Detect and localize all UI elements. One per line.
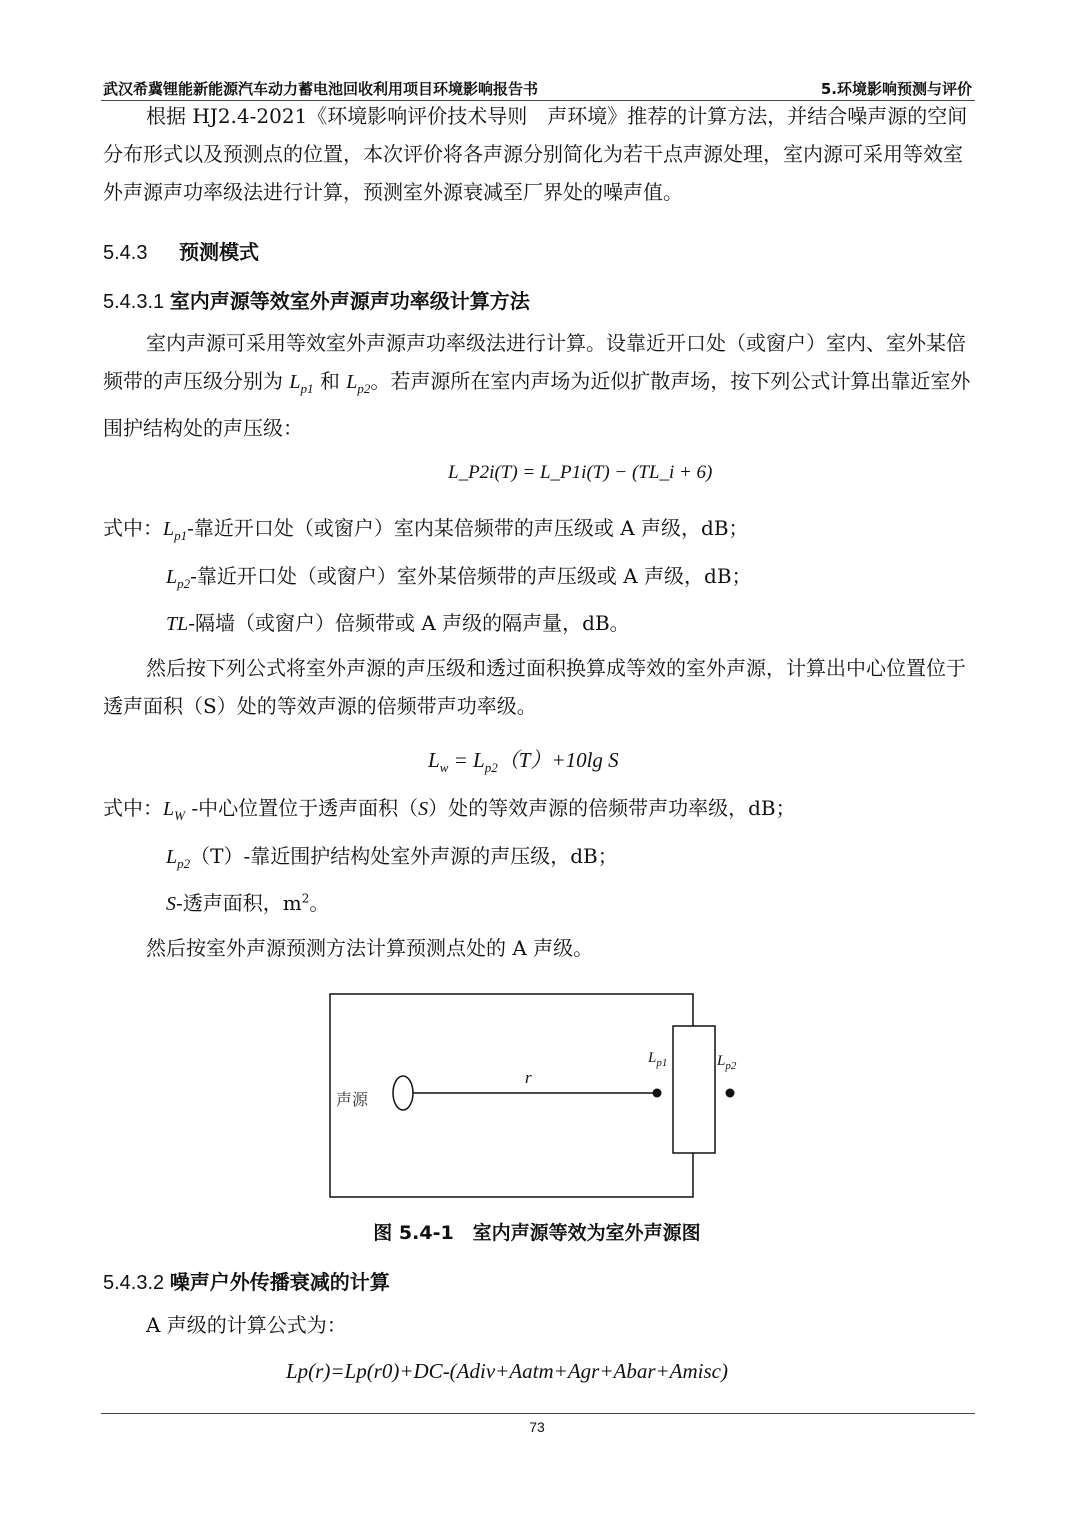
where-prefix: 式中：: [103, 796, 163, 820]
lp2-label: [717, 1053, 736, 1072]
sound-source-ellipse: [393, 1076, 413, 1110]
definition: -隔墙（或窗户）倍频带或 A 声级的隔声量，dB。: [188, 611, 630, 635]
definition: （T）-靠近围护结构处室外声源的声压级，dB；: [190, 844, 618, 868]
lp2-symbol: L: [717, 1053, 726, 1069]
equation-1-text: L_P2i(T) = L_P1i(T) − (TL_i + 6): [448, 462, 713, 483]
symbol-sub: p2: [177, 856, 191, 871]
symbol-s: S: [418, 798, 429, 820]
symbol: L: [163, 518, 175, 540]
figure-caption: 图 5.4-1 室内声源等效为室外声源图: [373, 1222, 701, 1244]
eq2-rhs: L: [473, 748, 485, 772]
distance-label: r: [525, 1068, 532, 1087]
indoor-text-2: 和: [313, 369, 347, 393]
intro-paragraph: 根据 HJ2.4-2021《环境影响评价技术导则 声环境》推荐的计算方法，并结合噪声源的空间分布形式以及预测点的位置，本次评价将各声源分别简化为若干点声源处理，室内源可采用等效室外声源声功率级法进行计算，预测室外源衰减至厂界处的噪声值。: [103, 104, 968, 204]
a-level-paragraph: A 声级的计算公式为：: [146, 1313, 347, 1337]
then-paragraph: 然后按下列公式将室外声源的声压级和透过面积换算成等效的室外声源，计算出中心位置位于透声面积（S）处的等效声源的倍频带声功率级。: [103, 656, 966, 718]
definition: -靠近开口处（或窗户）室内某倍频带的声压级或 A 声级，dB；: [187, 516, 749, 540]
indoor-text-3: 。若声源所在室内声场为近似扩散声场，按下列公式计算出靠近室外围护结构处的声压级：: [103, 369, 971, 440]
symbol: TL: [166, 613, 189, 635]
symbol-lp1-sub: p1: [300, 381, 314, 396]
room-outline: [330, 994, 693, 1197]
section-number: 5.4.3.2: [103, 1272, 165, 1294]
header-chapter: 5.环境影响预测与评价: [820, 80, 972, 98]
equation-3: Lp(r)=Lp(r0)+DC-(Adiv+Aatm+Agr+Abar+Amisc): [286, 1359, 728, 1383]
symbol-lp2: L: [346, 371, 358, 393]
eq2-lhs-sub: w: [439, 760, 449, 776]
lp2-sub: p2: [725, 1060, 737, 1072]
lp1-sub: p1: [656, 1057, 668, 1069]
symbol-sub: W: [174, 808, 185, 823]
wall-rectangle: [673, 1026, 715, 1153]
header-title: 武汉希冀锂能新能源汽车动力蓄电池回收利用项目环境影响报告书: [103, 80, 539, 98]
page-number: 73: [529, 1419, 545, 1435]
section-title: 噪声户外传播衰减的计算: [169, 1270, 390, 1294]
eq2-rest: （T）+10lg S: [497, 748, 619, 772]
section-number: 5.4.3.1: [103, 291, 165, 313]
definition-end: ）处的等效声源的倍频带声功率级，dB；: [428, 796, 796, 820]
definition: -中心位置位于透声面积（: [184, 796, 419, 820]
lp2-point: [726, 1089, 735, 1098]
then-paragraph-2: 然后按室外声源预测方法计算预测点处的 A 声级。: [146, 936, 594, 960]
eq2-rhs-sub: p2: [484, 760, 498, 776]
eq2-equals: =: [448, 748, 474, 772]
definition-end: 。: [309, 891, 330, 915]
symbol: L: [163, 798, 175, 820]
where-prefix: 式中：: [103, 516, 163, 540]
symbol: L: [166, 846, 178, 868]
symbol-sub: p1: [174, 528, 188, 543]
lp1-label: [648, 1050, 667, 1069]
lp1-symbol: L: [648, 1050, 657, 1066]
symbol-lp1: L: [289, 371, 301, 393]
symbol-lp2-sub: p2: [357, 381, 371, 396]
symbol-sub: p2: [177, 576, 191, 591]
section-title: 室内声源等效室外声源声功率级计算方法: [169, 289, 530, 313]
definition: -透声面积，m: [176, 891, 302, 915]
symbol: L: [166, 566, 178, 588]
lp1-point: [653, 1089, 662, 1098]
sound-source-label: 声源: [336, 1090, 369, 1109]
definition: -靠近开口处（或窗户）室外某倍频带的声压级或 A 声级，dB；: [190, 564, 752, 588]
symbol: S: [166, 893, 176, 915]
section-number: 5.4.3: [103, 242, 148, 264]
section-heading-5-4-3-2: [103, 1266, 390, 1295]
indoor-text-1: 室内声源可采用等效室外声源声功率级法进行计算。设靠近开口处（或窗户）室内、室外某倍频带的声压级分别为: [103, 331, 966, 393]
eq2-lhs: L: [428, 748, 440, 772]
section-title: 预测模式: [179, 240, 260, 264]
footer-rule: [101, 1413, 975, 1414]
superscript: 2: [301, 891, 310, 906]
